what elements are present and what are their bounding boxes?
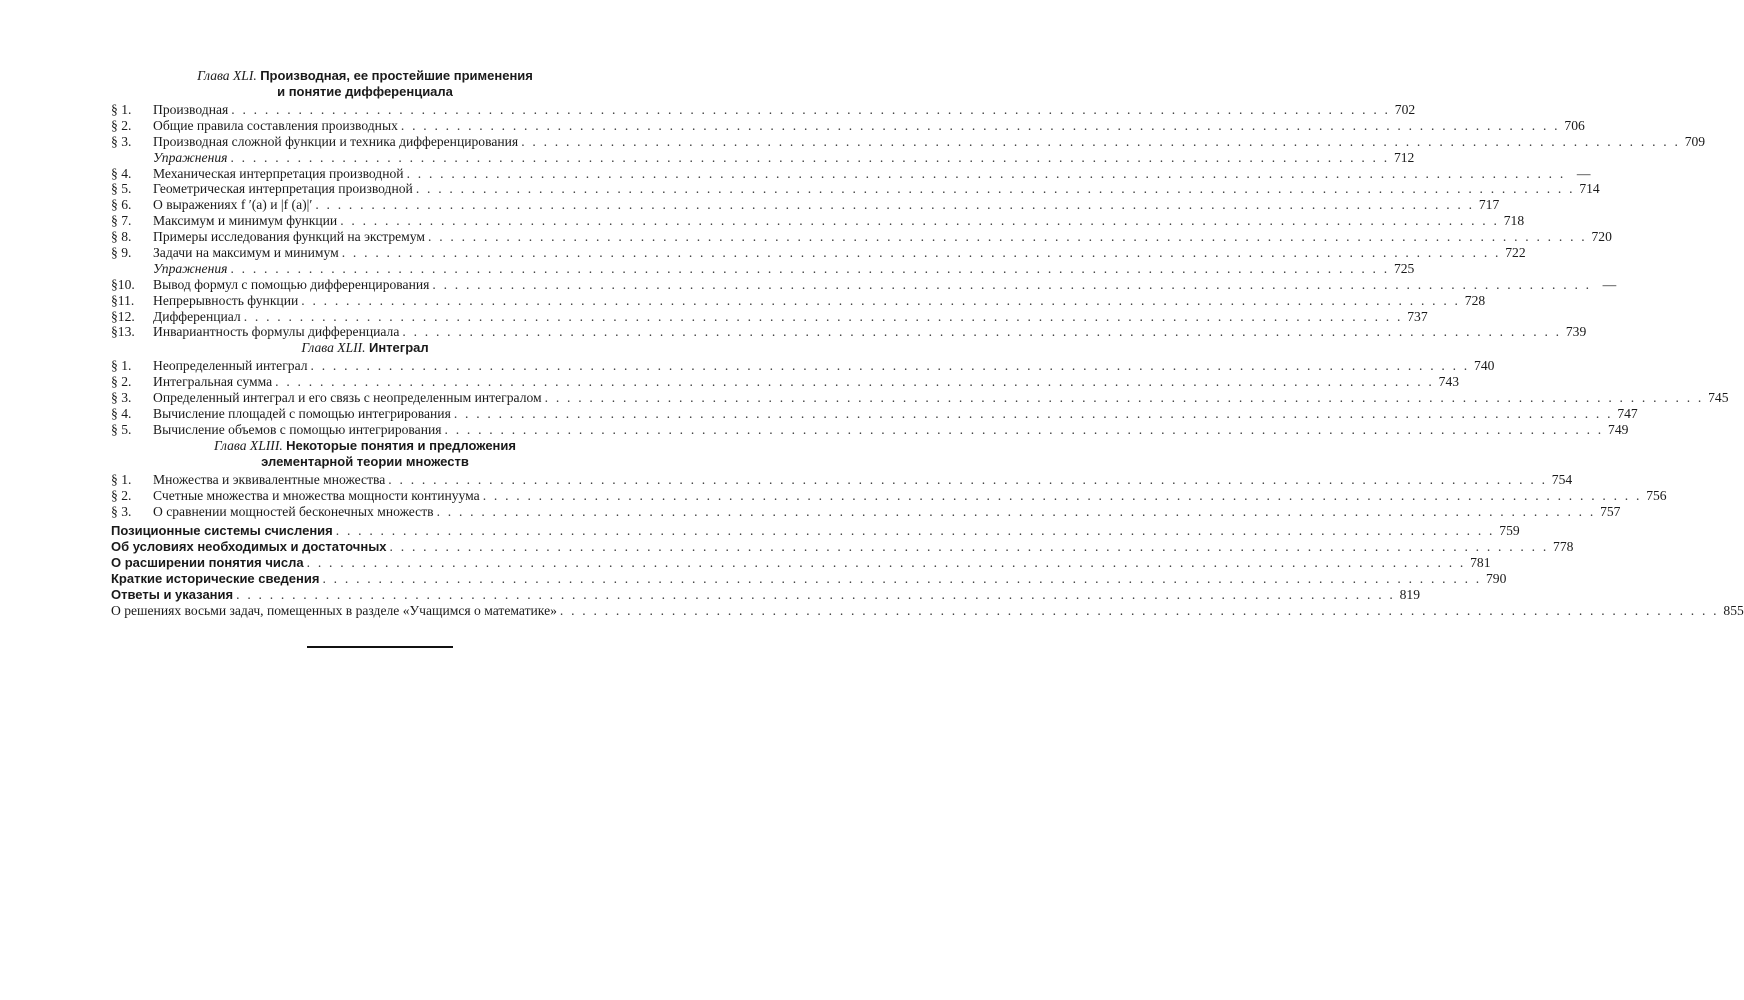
page-number: 855 <box>1723 602 1744 618</box>
page-number: 728 <box>1464 292 1486 308</box>
toc-entry <box>111 602 1744 619</box>
section-number: § 1. <box>111 471 132 487</box>
dot-leader <box>342 245 1501 261</box>
toc-entry <box>111 421 1629 438</box>
dot-leader <box>301 293 1460 309</box>
entry-title: Дифференциал <box>153 308 241 324</box>
entry-title: О сравнении мощностей бесконечных множеств <box>153 503 434 519</box>
dot-leader <box>336 523 1495 539</box>
entry-title: О расширении понятия числа <box>111 555 304 571</box>
dot-leader <box>340 213 1499 229</box>
entry-title: Неопределенный интеграл <box>153 358 308 374</box>
page-number: 709 <box>1684 133 1706 149</box>
dot-leader <box>407 166 1566 182</box>
entry-title: Позиционные системы счисления <box>111 523 333 539</box>
page-number: 790 <box>1485 571 1507 587</box>
dot-leader <box>454 406 1613 422</box>
entry-title: Инвариантность формулы дифференциала <box>153 324 400 340</box>
page-number: 706 <box>1564 117 1585 133</box>
entry-title: Производная <box>153 102 229 117</box>
chapter-title-line-2: и понятие дифференциала <box>277 84 453 99</box>
chapter-heading-43 <box>111 438 619 470</box>
dot-leader <box>230 261 1389 277</box>
dot-leader <box>437 504 1596 520</box>
section-number: § 8. <box>111 229 132 245</box>
toc-entry <box>111 181 1600 197</box>
dot-leader <box>236 587 1395 603</box>
dot-leader <box>230 150 1389 166</box>
toc-entry <box>111 102 1416 118</box>
page-number: 737 <box>1407 308 1428 324</box>
section-number: § 5. <box>111 181 132 197</box>
page-number: — <box>1602 276 1617 292</box>
section-number: § 4. <box>111 165 132 181</box>
page-number: 718 <box>1503 213 1525 229</box>
toc-entry <box>111 213 1525 229</box>
page-number: 757 <box>1600 503 1621 519</box>
toc-entry <box>111 523 1520 539</box>
entry-title: Непрерывность функции <box>153 292 299 308</box>
page-number: 720 <box>1591 229 1612 245</box>
page-number: 747 <box>1617 406 1638 422</box>
entry-title: Задачи на максимум и минимум <box>153 245 339 261</box>
toc-entry <box>111 245 1526 261</box>
chapter-label: Глава XLIII. <box>214 437 283 453</box>
section-number: § 2. <box>111 374 132 390</box>
toc-entry <box>111 539 1574 555</box>
page-number: 754 <box>1551 471 1573 487</box>
dot-leader <box>231 102 1390 118</box>
section-number: § 3. <box>111 390 132 406</box>
entry-title: Производная сложной функции и техника дифференцирования <box>153 133 519 149</box>
toc-entry <box>111 471 1573 488</box>
entry-title: О выражениях f ′(a) и |f (a)|′ <box>153 197 313 213</box>
toc-entry <box>111 229 1612 245</box>
dot-leader <box>560 603 1719 619</box>
entry-title: Механическая интерпретация производной <box>153 165 404 181</box>
section-number: §13. <box>111 324 135 340</box>
section-number: § 4. <box>111 406 132 422</box>
toc-entry <box>111 276 1617 293</box>
entry-title: Максимум и минимум функции <box>153 213 338 229</box>
page-number: 743 <box>1438 374 1460 390</box>
dot-leader <box>402 324 1561 340</box>
entry-title: Об условиях необходимых и достаточных <box>111 539 387 555</box>
toc-entry <box>111 487 1667 504</box>
toc-entry <box>111 503 1621 520</box>
entry-title: Геометрическая интерпретация производной <box>153 181 413 197</box>
entry-title: Определенный интеграл и его связь с неопределенным интегралом <box>153 390 542 406</box>
section-number: § 2. <box>111 487 132 503</box>
page-number: 745 <box>1708 390 1729 406</box>
toc-entry <box>111 587 1421 603</box>
chapter-title-line-2: элементарной теории множеств <box>261 453 469 469</box>
entry-title: Ответы и указания <box>111 587 234 603</box>
toc-entry <box>111 390 1729 406</box>
page-number: 740 <box>1474 358 1495 374</box>
toc-entry <box>111 324 1587 340</box>
toc-entry <box>111 358 1495 374</box>
page-number: 778 <box>1553 539 1574 555</box>
chapter-title: Интеграл <box>368 340 429 356</box>
page-number: 759 <box>1499 523 1520 539</box>
entry-title: Счетные множества и множества мощности континуума <box>153 487 480 503</box>
section-number: §10. <box>111 276 135 292</box>
dot-leader <box>275 374 1434 390</box>
toc-entry <box>111 374 1460 390</box>
page-number: 739 <box>1565 324 1587 340</box>
page-number: 714 <box>1579 181 1600 197</box>
page-number: 717 <box>1478 197 1500 213</box>
chapter-title: Производная, ее простейшие применения <box>260 68 533 83</box>
page-number: 725 <box>1393 260 1415 276</box>
section-number: § 2. <box>111 117 132 133</box>
section-number: § 5. <box>111 421 132 437</box>
section-number: § 3. <box>111 133 132 149</box>
dot-leader <box>432 277 1591 293</box>
entry-title: Вычисление объемов с помощью интегрирования <box>153 421 442 437</box>
page-number: — <box>1576 165 1591 181</box>
section-number: § 1. <box>111 358 132 374</box>
table-of-contents <box>111 68 1744 619</box>
toc-entry <box>111 555 1491 571</box>
entry-title: Примеры исследования функций на экстремум <box>153 229 425 245</box>
entry-title: Вывод формул с помощью дифференцирования <box>153 276 430 292</box>
toc-entry <box>111 292 1486 309</box>
entry-title: Вычисление площадей с помощью интегрирования <box>153 406 451 422</box>
toc-entry <box>111 117 1585 134</box>
toc-entry <box>111 197 1500 213</box>
section-number: § 7. <box>111 213 132 229</box>
section-number: § 9. <box>111 245 132 261</box>
chapter-label: Глава XLI. <box>197 68 257 83</box>
dot-leader <box>315 197 1474 213</box>
chapter-heading-41 <box>111 68 619 100</box>
entry-title: Краткие исторические сведения <box>111 571 320 587</box>
dot-leader <box>401 118 1560 134</box>
entry-title: Множества и эквивалентные множества <box>153 471 386 487</box>
page-number: 781 <box>1470 555 1491 571</box>
section-number: § 3. <box>111 503 132 519</box>
page-number: 756 <box>1646 487 1667 503</box>
section-number: § 6. <box>111 197 132 213</box>
chapter-heading-42 <box>111 340 619 356</box>
dot-leader <box>521 134 1680 150</box>
section-number: §12. <box>111 308 135 324</box>
page-number: 749 <box>1608 421 1629 437</box>
toc-entry <box>111 308 1428 325</box>
chapter-title-line-1 <box>111 340 619 356</box>
dot-leader <box>483 488 1642 504</box>
entry-title: О решениях восьми задач, помещенных в разделе «Учащимся о математике» <box>111 602 557 618</box>
toc-entry <box>111 406 1638 422</box>
dot-leader <box>445 422 1604 438</box>
dot-leader <box>322 571 1481 587</box>
toc-entry <box>111 260 1415 277</box>
entry-title: Упражнения <box>153 149 228 165</box>
chapter-label: Глава XLII. <box>301 340 366 356</box>
page-number: 722 <box>1505 245 1526 261</box>
dot-leader <box>416 181 1575 197</box>
page-number: 712 <box>1393 149 1415 165</box>
dot-leader <box>311 358 1470 374</box>
chapter-title: Некоторые понятия и предложения <box>286 437 516 453</box>
section-number: §11. <box>111 292 135 308</box>
dot-leader <box>244 309 1403 325</box>
entry-title: Интегральная сумма <box>153 374 273 390</box>
page-number: 702 <box>1394 102 1416 117</box>
toc-entry <box>111 149 1415 166</box>
toc-entry <box>111 133 1706 150</box>
entry-title: Упражнения <box>153 260 228 276</box>
dot-leader <box>388 472 1547 488</box>
dot-leader <box>545 390 1704 406</box>
entry-title: Общие правила составления производных <box>153 117 398 133</box>
chapter-title-line-1 <box>111 68 619 84</box>
end-rule <box>307 646 453 648</box>
toc-entry <box>111 165 1591 182</box>
dot-leader <box>307 555 1466 571</box>
chapter-title-line-1 <box>111 438 619 454</box>
dot-leader <box>428 229 1587 245</box>
section-number: § 1. <box>111 102 132 117</box>
page-number: 819 <box>1399 587 1421 603</box>
dot-leader <box>390 539 1549 555</box>
toc-entry <box>111 571 1507 587</box>
